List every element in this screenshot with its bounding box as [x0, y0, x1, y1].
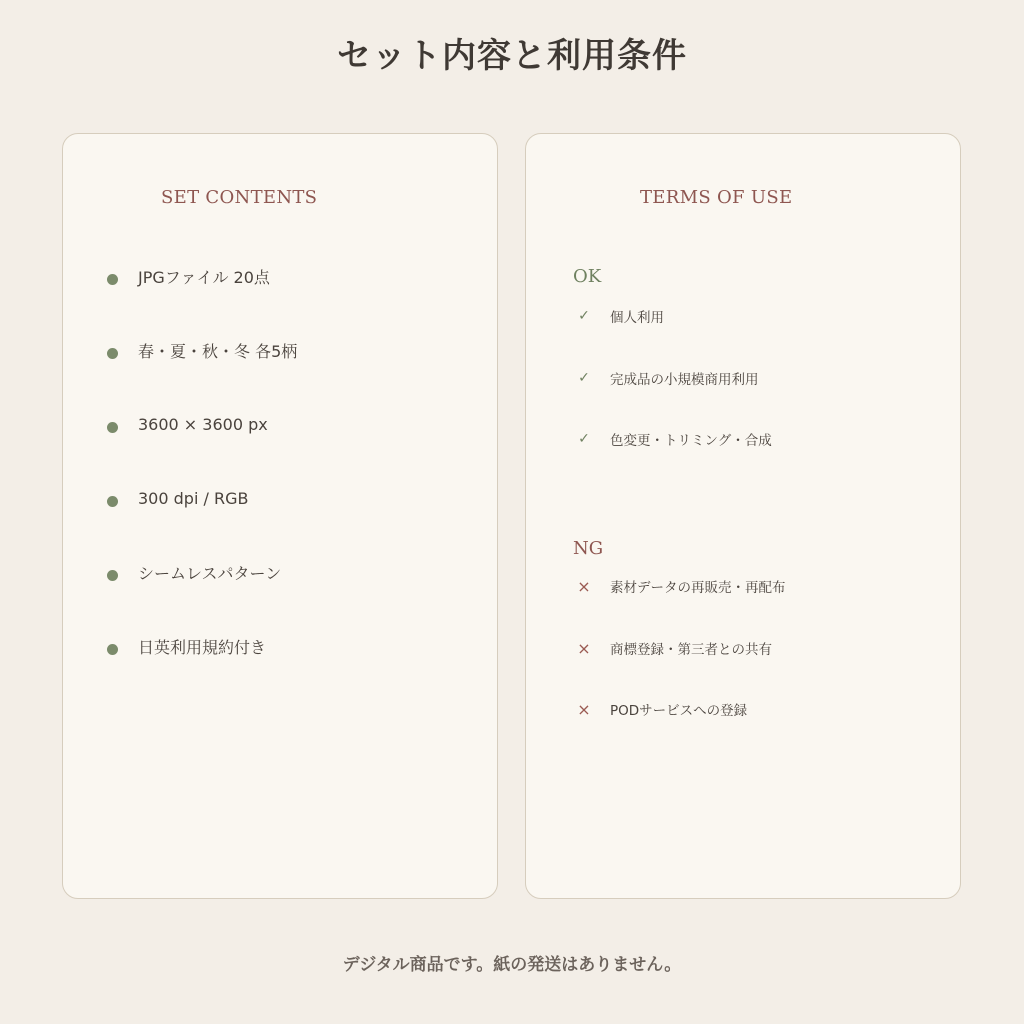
bullet-icon: [107, 644, 118, 655]
ng-list-item: [576, 699, 747, 719]
footer-note: デジタル商品です。紙の発送はありません。: [342, 955, 682, 975]
terms-of-use-card: [525, 133, 961, 899]
set-contents-heading: SET CONTENTS: [161, 187, 318, 208]
ok-item-label: 完成品の小規模商用利用: [610, 372, 759, 388]
list-item-label: 300 dpi / RGB: [138, 488, 249, 508]
ng-item-label: 素材データの再販売・再配布: [610, 580, 786, 596]
bullet-icon: [107, 422, 118, 433]
cross-icon: ×: [577, 638, 591, 658]
ng-section-title: NG: [573, 538, 604, 559]
list-item: [107, 560, 281, 584]
page-title: セット内容と利用条件: [337, 36, 687, 76]
ok-item-label: 色変更・トリミング・合成: [610, 433, 772, 449]
ng-item-label: PODサービスへの登録: [610, 703, 748, 719]
ok-list-item: [576, 429, 772, 449]
cross-icon: ×: [577, 576, 591, 596]
bullet-icon: [107, 348, 118, 359]
list-item: [107, 412, 268, 436]
list-item: [107, 338, 297, 362]
ok-list-item: [576, 368, 759, 388]
list-item-label: シームレスパターン: [138, 563, 282, 583]
ok-section-title: OK: [573, 266, 602, 287]
bullet-icon: [107, 274, 118, 285]
bullet-icon: [107, 570, 118, 581]
terms-heading: TERMS OF USE: [640, 187, 793, 208]
ng-item-label: 商標登録・第三者との共有: [610, 642, 772, 658]
check-icon: ✓: [578, 370, 590, 386]
check-icon: ✓: [578, 431, 590, 447]
ok-list-item: [576, 306, 664, 326]
list-item: [107, 634, 266, 658]
list-item-label: 3600 × 3600 px: [138, 414, 268, 434]
list-item-label: JPGファイル 20点: [138, 267, 270, 287]
bullet-icon: [107, 496, 118, 507]
list-item-label: 春・夏・秋・冬 各5柄: [138, 341, 298, 361]
ng-list-item: [576, 638, 772, 658]
list-item-label: 日英利用規約付き: [138, 637, 267, 657]
check-icon: ✓: [578, 308, 590, 324]
set-contents-card: [62, 133, 498, 899]
ok-item-label: 個人利用: [610, 310, 664, 326]
list-item: [107, 264, 270, 288]
ng-list-item: [576, 576, 786, 596]
cross-icon: ×: [577, 699, 591, 719]
list-item: [107, 486, 248, 510]
